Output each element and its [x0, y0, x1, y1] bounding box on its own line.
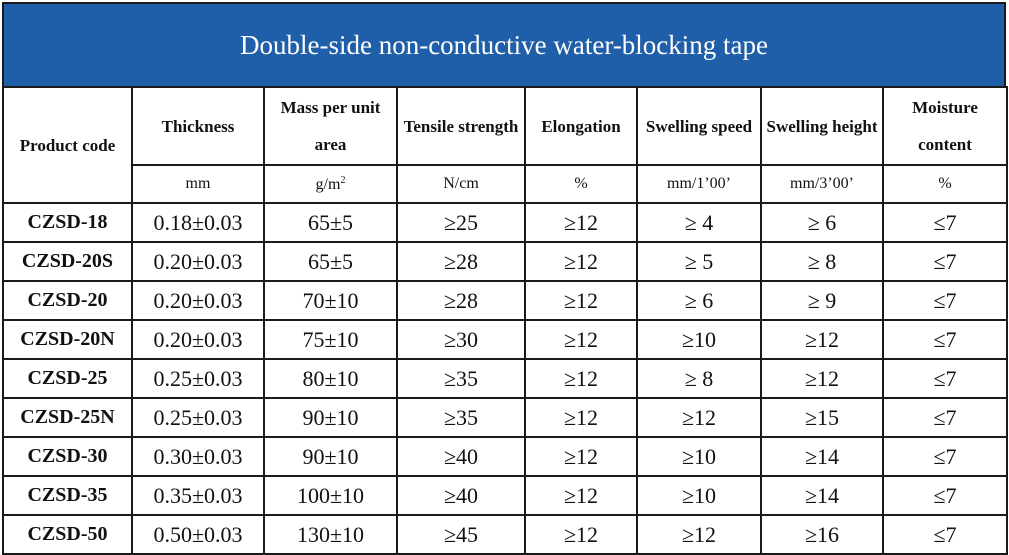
unit-elongation: % [525, 165, 637, 203]
cell-thickness: 0.20±0.03 [132, 320, 264, 359]
cell-thickness: 0.20±0.03 [132, 281, 264, 320]
header-product-code: Product code [3, 87, 132, 203]
cell-mass-per-unit-area: 70±10 [264, 281, 397, 320]
cell-product-code: CZSD-30 [3, 437, 132, 476]
cell-moisture-content: ≤7 [883, 203, 1007, 242]
header-tensile-strength: Tensile strength [397, 87, 525, 165]
cell-thickness: 0.20±0.03 [132, 242, 264, 281]
cell-product-code: CZSD-20 [3, 281, 132, 320]
cell-product-code: CZSD-20S [3, 242, 132, 281]
spec-table [2, 86, 1008, 555]
cell-mass-per-unit-area: 90±10 [264, 398, 397, 437]
cell-swelling-speed: ≥10 [637, 320, 761, 359]
cell-thickness: 0.25±0.03 [132, 398, 264, 437]
unit-moisture-content: % [883, 165, 1007, 203]
table-row [3, 437, 1007, 476]
cell-tensile-strength: ≥28 [397, 242, 525, 281]
cell-moisture-content: ≤7 [883, 281, 1007, 320]
cell-swelling-height: ≥14 [761, 476, 883, 515]
cell-tensile-strength: ≥25 [397, 203, 525, 242]
cell-swelling-speed: ≥12 [637, 398, 761, 437]
cell-swelling-speed: ≥ 4 [637, 203, 761, 242]
header-swelling-height: Swelling height [761, 87, 883, 165]
cell-swelling-height: ≥12 [761, 320, 883, 359]
cell-product-code: CZSD-25 [3, 359, 132, 398]
cell-elongation: ≥12 [525, 281, 637, 320]
header-mass-per-unit-area: Mass per unit area [264, 87, 397, 165]
header-row [3, 87, 1007, 165]
cell-swelling-speed: ≥10 [637, 437, 761, 476]
cell-thickness: 0.30±0.03 [132, 437, 264, 476]
cell-tensile-strength: ≥28 [397, 281, 525, 320]
cell-moisture-content: ≤7 [883, 398, 1007, 437]
cell-elongation: ≥12 [525, 437, 637, 476]
cell-thickness: 0.25±0.03 [132, 359, 264, 398]
table-body [3, 203, 1007, 554]
cell-mass-per-unit-area: 100±10 [264, 476, 397, 515]
cell-product-code: CZSD-18 [3, 203, 132, 242]
cell-tensile-strength: ≥30 [397, 320, 525, 359]
cell-tensile-strength: ≥40 [397, 476, 525, 515]
cell-mass-per-unit-area: 65±5 [264, 203, 397, 242]
cell-elongation: ≥12 [525, 359, 637, 398]
cell-product-code: CZSD-20N [3, 320, 132, 359]
header-moisture-content: Moisture content [883, 87, 1007, 165]
cell-mass-per-unit-area: 80±10 [264, 359, 397, 398]
table-row [3, 203, 1007, 242]
unit-mass-per-unit-area: $g/m^2$ [264, 165, 397, 203]
cell-swelling-height: ≥ 6 [761, 203, 883, 242]
cell-product-code: CZSD-50 [3, 515, 132, 554]
cell-tensile-strength: ≥45 [397, 515, 525, 554]
cell-moisture-content: ≤7 [883, 242, 1007, 281]
cell-swelling-height: ≥ 9 [761, 281, 883, 320]
cell-swelling-height: ≥16 [761, 515, 883, 554]
cell-elongation: ≥12 [525, 398, 637, 437]
cell-moisture-content: ≤7 [883, 359, 1007, 398]
cell-swelling-speed: ≥10 [637, 476, 761, 515]
spec-table-container [2, 2, 1006, 555]
cell-tensile-strength: ≥35 [397, 398, 525, 437]
unit-swelling-height: mm/3’00’ [761, 165, 883, 203]
units-row [3, 165, 1007, 203]
cell-elongation: ≥12 [525, 476, 637, 515]
cell-moisture-content: ≤7 [883, 515, 1007, 554]
cell-product-code: CZSD-35 [3, 476, 132, 515]
unit-thickness: mm [132, 165, 264, 203]
table-row [3, 359, 1007, 398]
cell-swelling-height: ≥12 [761, 359, 883, 398]
header-thickness: Thickness [132, 87, 264, 165]
table-row [3, 398, 1007, 437]
table-row [3, 320, 1007, 359]
table-row [3, 242, 1007, 281]
table-row [3, 476, 1007, 515]
cell-swelling-speed: ≥ 6 [637, 281, 761, 320]
unit-swelling-speed: mm/1’00’ [637, 165, 761, 203]
table-row [3, 281, 1007, 320]
cell-swelling-speed: ≥ 8 [637, 359, 761, 398]
cell-thickness: 0.35±0.03 [132, 476, 264, 515]
cell-moisture-content: ≤7 [883, 437, 1007, 476]
cell-mass-per-unit-area: 65±5 [264, 242, 397, 281]
cell-thickness: 0.50±0.03 [132, 515, 264, 554]
table-title: Double-side non-conductive water-blocking tape [2, 2, 1006, 86]
cell-mass-per-unit-area: 90±10 [264, 437, 397, 476]
cell-moisture-content: ≤7 [883, 320, 1007, 359]
cell-swelling-height: ≥14 [761, 437, 883, 476]
cell-elongation: ≥12 [525, 242, 637, 281]
unit-tensile-strength: N/cm [397, 165, 525, 203]
cell-tensile-strength: ≥35 [397, 359, 525, 398]
cell-swelling-speed: ≥ 5 [637, 242, 761, 281]
cell-product-code: CZSD-25N [3, 398, 132, 437]
cell-elongation: ≥12 [525, 515, 637, 554]
cell-elongation: ≥12 [525, 203, 637, 242]
cell-moisture-content: ≤7 [883, 476, 1007, 515]
cell-swelling-speed: ≥12 [637, 515, 761, 554]
cell-swelling-height: ≥ 8 [761, 242, 883, 281]
cell-mass-per-unit-area: 75±10 [264, 320, 397, 359]
cell-elongation: ≥12 [525, 320, 637, 359]
cell-tensile-strength: ≥40 [397, 437, 525, 476]
cell-swelling-height: ≥15 [761, 398, 883, 437]
table-row [3, 515, 1007, 554]
header-swelling-speed: Swelling speed [637, 87, 761, 165]
cell-mass-per-unit-area: 130±10 [264, 515, 397, 554]
header-elongation: Elongation [525, 87, 637, 165]
cell-thickness: 0.18±0.03 [132, 203, 264, 242]
